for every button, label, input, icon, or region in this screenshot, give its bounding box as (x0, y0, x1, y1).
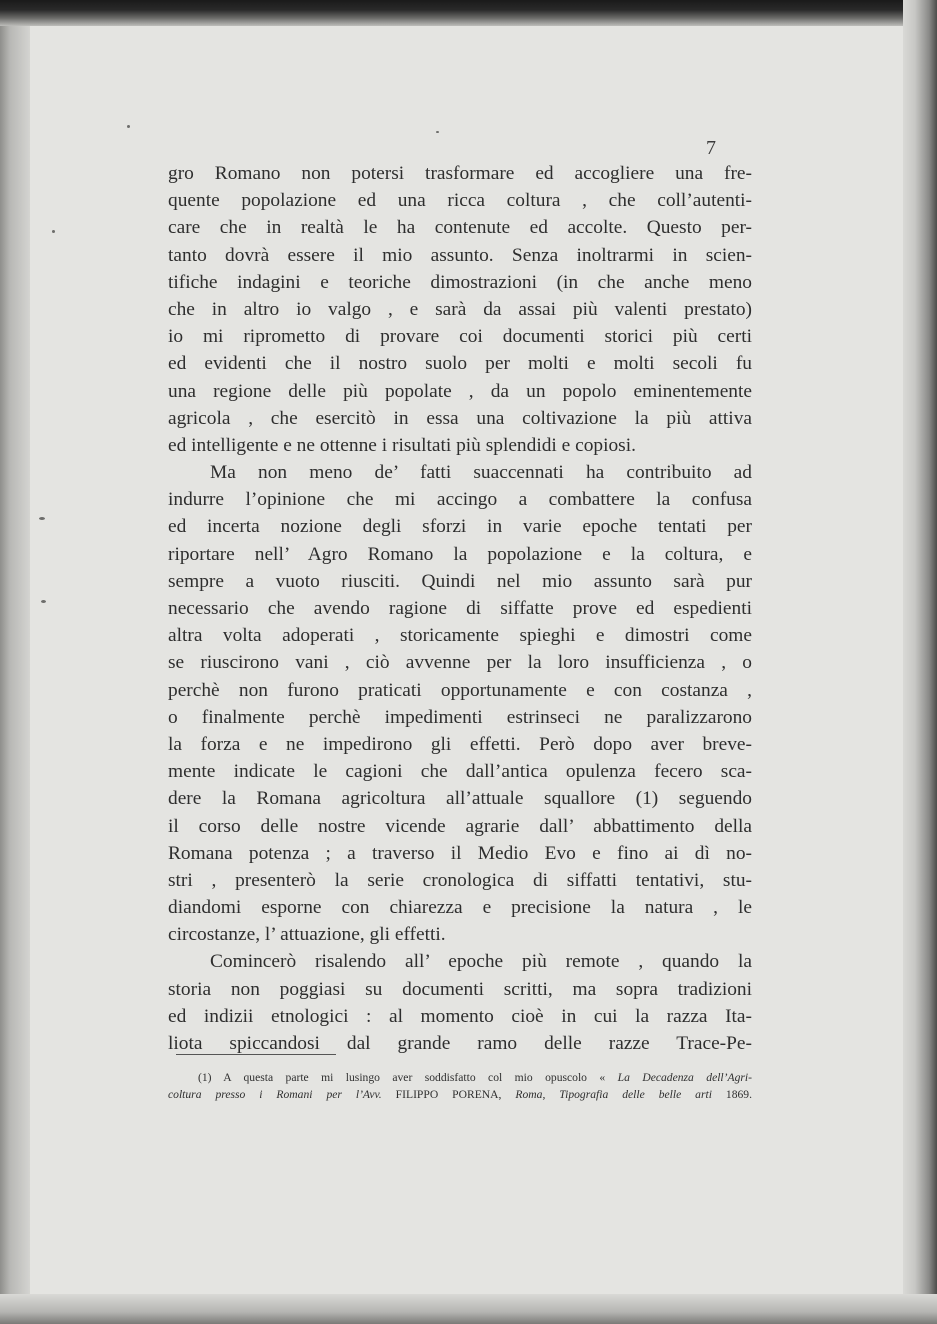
text-line: gro Romano non potersi trasformare ed accogliere una fre- (168, 163, 752, 184)
footnote-text: (1) A questa parte mi lusingo aver soddisfatto col mio opuscolo « (198, 1071, 618, 1084)
footnote-line (168, 1069, 752, 1086)
scan-right-edge (903, 0, 937, 1324)
scan-speck (436, 131, 439, 133)
text-line: Romana potenza ; a traverso il Medio Evo e fino ai dì no- (168, 842, 752, 864)
text-line: dere la Romana agricoltura all’attuale squallore (1) seguendo (168, 788, 752, 810)
footnote-line (168, 1086, 752, 1103)
scan-speck (39, 517, 45, 520)
text-line: il corso delle nostre vicende agrarie dall’ abbattimento della (168, 815, 752, 837)
text-line: Ma non meno de’ fatti suaccennati ha contribuito ad (210, 462, 752, 484)
text-line: tifiche indagini e teoriche dimostrazioni (in che anche meno (168, 271, 752, 293)
text-line: care che in realtà le ha contenute ed accolte. Questo per- (168, 217, 752, 239)
scan-speck (127, 125, 130, 128)
text-line: riportare nell’ Agro Romano la popolazione e la coltura, e (168, 543, 752, 565)
text-line: indurre l’opinione che mi accingo a combattere la confusa (168, 489, 752, 511)
scan-speck (41, 600, 46, 603)
text-line: ed incerta nozione degli sforzi in varie epoche tentati per (168, 516, 752, 538)
text-line: se riuscirono vani , ciò avvenne per la loro insufficienza , o (168, 652, 752, 674)
footnote-title: coltura presso i Romani per l’Avv. (168, 1088, 396, 1101)
text-line: necessario che avendo ragione di siffatte prove ed espedienti (168, 598, 752, 619)
text-line: perchè non furono praticati opportunamente e con costanza , (168, 679, 752, 701)
footnote-author: FILIPPO PORENA, (395, 1088, 516, 1101)
scan-left-edge (0, 0, 30, 1324)
scan-top-edge (0, 0, 937, 26)
text-line: tanto dovrà essere il mio assunto. Senza inoltrarmi in scien- (168, 244, 752, 266)
text-line: mente indicate le cagioni che dall’antica opulenza fecero sca- (168, 761, 752, 783)
text-line: circostanze, l’ attuazione, gli effetti. (168, 924, 446, 946)
text-line: diandomi esporne con chiarezza e precisione la natura , le (168, 897, 752, 919)
text-line: io mi riprometto di provare coi documenti storici più certi (168, 326, 752, 348)
text-line: che in altro io valgo , e sarà da assai più valenti prestato) (168, 298, 752, 320)
text-line: altra volta adoperati , storicamente spieghi e dimostri come (168, 625, 752, 647)
text-line: la forza e ne impedirono gli effetti. Però dopo aver breve- (168, 733, 752, 755)
text-line: liota spiccandosi dal grande ramo delle razze Trace-Pe- (168, 1033, 752, 1054)
text-line: ed indizii etnologici : al momento cioè in cui la razza Ita- (168, 1005, 752, 1027)
text-line: agricola , che esercitò in essa una coltivazione la più attiva (168, 407, 752, 429)
page-number: 7 (706, 137, 716, 159)
text-line: stri , presenterò la serie cronologica di siffatti tentativi, stu- (168, 869, 752, 891)
text-line: quente popolazione ed una ricca coltura , che coll’autenti- (168, 190, 752, 212)
footnote-divider (176, 1054, 336, 1055)
text-line: sempre a vuoto riusciti. Quindi nel mio assunto sarà pur (168, 570, 752, 592)
scan-bottom-edge (0, 1294, 937, 1324)
text-line: o finalmente perchè impedimenti estrinseci ne paralizzarono (168, 706, 752, 728)
text-line: ed evidenti che il nostro suolo per molti e molti secoli fu (168, 353, 752, 375)
text-line: storia non poggiasi su documenti scritti, ma sopra tradizioni (168, 978, 752, 1000)
text-line: una regione delle più popolate , da un popolo eminentemente (168, 380, 752, 402)
scan-speck (52, 230, 55, 233)
footnote-publisher: Roma, Tipografia delle belle arti (515, 1088, 726, 1101)
body-text (168, 160, 752, 1057)
text-line: ed intelligente e ne ottenne i risultati più splendidi e copiosi. (168, 434, 636, 456)
footnote (168, 1069, 752, 1103)
footnote-title: La Decadenza dell’Agri- (617, 1071, 752, 1084)
text-line: Comincerò risalendo all’ epoche più remote , quando la (210, 951, 752, 973)
footnote-year: 1869. (725, 1088, 752, 1101)
